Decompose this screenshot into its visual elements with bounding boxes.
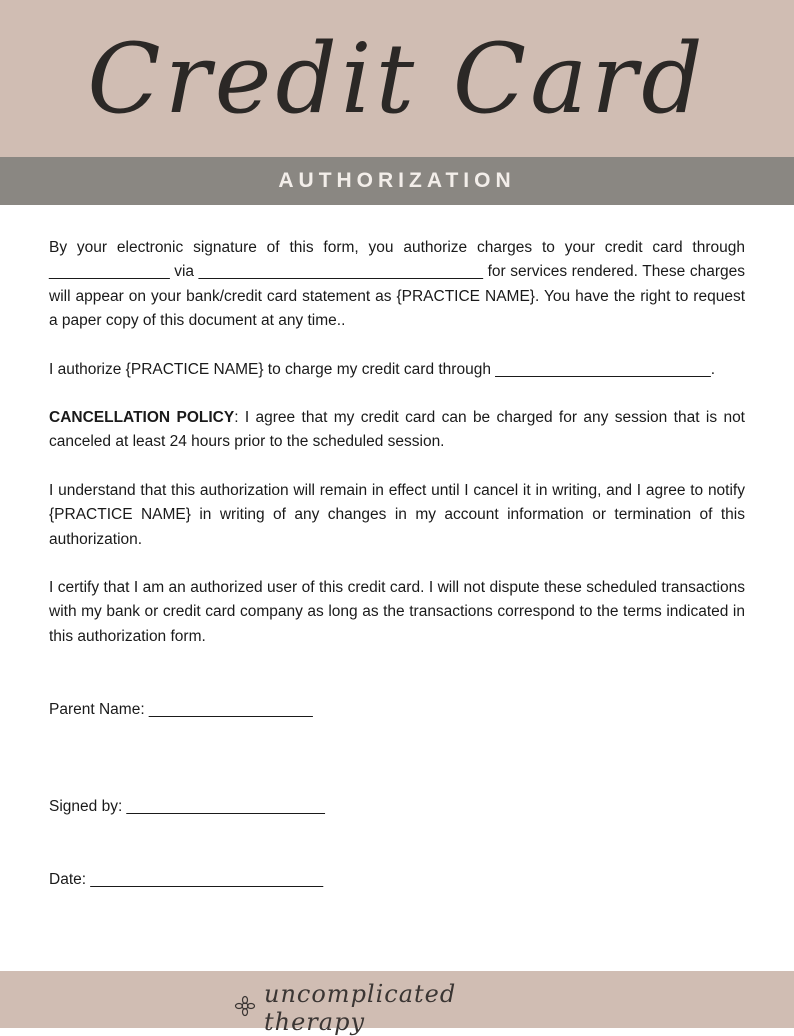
subtitle-band [0,157,794,205]
brand-logo-text: uncomplicated therapy [264,980,457,1036]
paragraph-charges: By your electronic signature of this form, you authorize charges to your credit card through ______________ via _________________________________ for services rendered. These charges will appear on your bank/credit card statement as {PRACTICE NAME}. You have the right to request a paper copy of this document at any time.. [49,239,745,330]
paragraph-certify: I certify that I am an authorized user of this credit card. I will not dispute these scheduled transactions with my bank or credit card company as long as the transactions correspond to the terms indicated in this authorization form. [49,579,745,645]
date-field[interactable]: Date: ___________________________ [49,871,324,888]
paragraph-cancellation [49,406,745,455]
footer-logo [232,980,562,1036]
authorization-body [49,236,745,673]
flower-icon [232,995,258,1022]
paragraph-duration: I understand that this authorization will remain in effect until I cancel it in writing, and I agree to notify {PRACTICE NAME} in writing of any changes in my account information or termination of this authorization. [49,481,745,548]
page-title: Credit Card [87,22,707,135]
cancellation-policy-label: CANCELLATION POLICY [49,409,235,427]
signed-by-field[interactable]: Signed by: _______________________ [49,798,325,815]
parent-name-field[interactable]: Parent Name: ___________________ [49,701,313,718]
paragraph-authorize: I authorize {PRACTICE NAME} to charge my credit card through _________________________. [49,360,716,378]
cancellation-policy-text: : I agree that my credit card can be charged for any session that is not canceled at least 24 hours prior to the scheduled session. [49,409,745,451]
page-subtitle: AUTHORIZATION [278,169,516,192]
